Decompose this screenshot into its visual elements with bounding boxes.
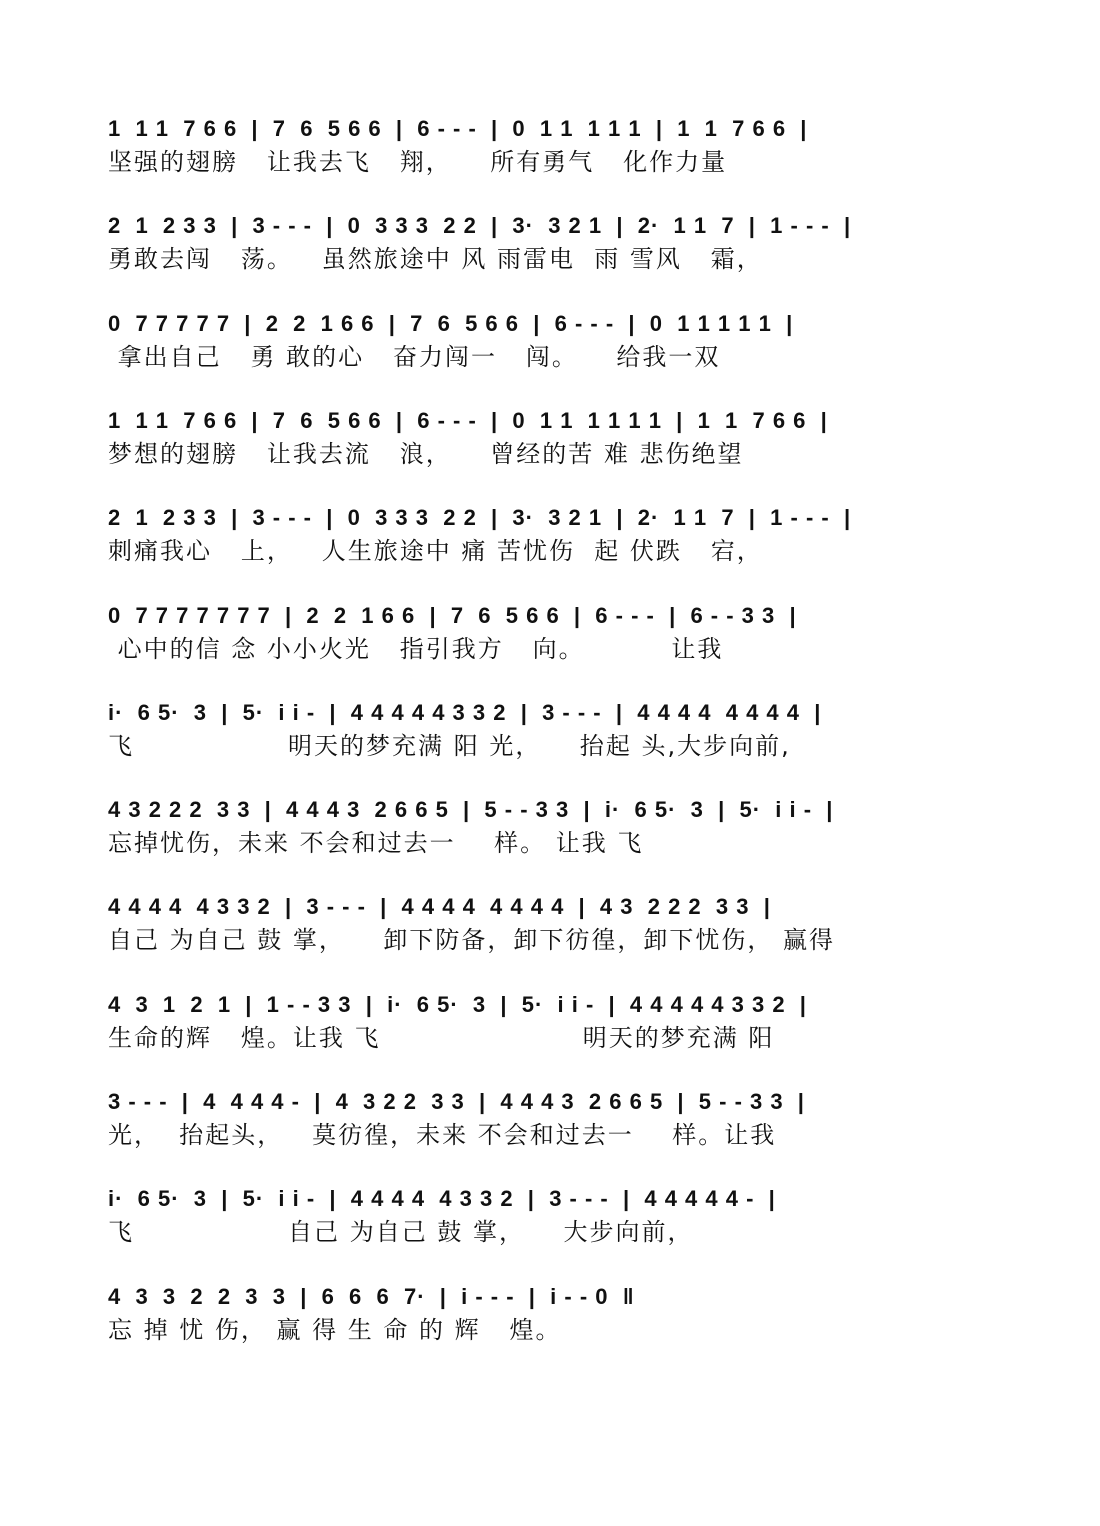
notation-line: 3 - - - | 4 4 4 4 - | 4 3 2 2 3 3 | 4 4 4 3 2 6 6 5 | 5 - - 3 3 |: [108, 1089, 805, 1114]
score-line: [108, 793, 1008, 863]
lyrics-line: 光， 抬起头， 莫彷徨，未来 不会和过去一 样。让我: [108, 1121, 777, 1149]
score-line: [108, 1280, 1008, 1350]
lyrics-line: 勇敢去闯 荡。 虽然旅途中 风 雨雷电 雨 雪风 霜，: [108, 245, 763, 274]
score-line: [108, 307, 1008, 377]
notation-line: 1 1 1 7 6 6 | 7 6 5 6 6 | 6 - - - | 0 1 1 1 1 1 | 1 1 7 6 6 |: [108, 116, 808, 141]
notation-line: 0 7 7 7 7 7 7 7 | 2 2 1 6 6 | 7 6 5 6 6 | 6 - - - | 6 - - 3 3 |: [108, 602, 797, 628]
lyrics-line: 拿出自己 勇 敢的心 奋力闯一 闯。 给我一双: [108, 342, 721, 371]
lyrics-line: 生命的辉 煌。让我 飞 明天的梦充满 阳: [108, 1023, 775, 1052]
lyrics-line: 忘 掉 忧 伤， 赢 得 生 命 的 辉 煌。: [108, 1315, 562, 1344]
notation-line: 4 3 1 2 1 | 1 - - 3 3 | i· 6 5· 3 | 5· i i - | 4 4 4 4 4 3 3 2 |: [108, 991, 807, 1017]
notation-line: 4 4 4 4 4 3 3 2 | 3 - - - | 4 4 4 4 4 4 4 4 | 4 3 2 2 2 3 3 |: [108, 894, 771, 920]
score-line: [108, 1085, 1008, 1155]
score-line: [108, 209, 1008, 279]
score-line: [108, 112, 1008, 182]
notation-line: i· 6 5· 3 | 5· i i - | 4 4 4 4 4 3 3 2 | 3 - - - | 4 4 4 4 4 - |: [108, 1186, 776, 1212]
notation-line: 0 7 7 7 7 7 | 2 2 1 6 6 | 7 6 5 6 6 | 6 - - - | 0 1 1 1 1 1 |: [108, 310, 794, 336]
lyrics-line: 心中的信 念 小小火光 指引我方 向。 让我: [108, 634, 724, 663]
score-line: [108, 696, 1008, 766]
lyrics-line: 飞 自己 为自己 鼓 掌， 大步向前，: [108, 1218, 694, 1247]
lyrics-line: 忘掉忧伤，未来 不会和过去一 样。 让我 飞: [108, 829, 644, 858]
notation-line: 2 1 2 3 3 | 3 - - - | 0 3 3 3 2 2 | 3· 3 2 1 | 2· 1 1 7 | 1 - - - |: [108, 505, 852, 531]
score-line: [108, 404, 1008, 474]
score-line: [108, 988, 1008, 1058]
lyrics-line: 自己 为自己 鼓 掌， 卸下防备，卸下彷徨，卸下忧伤， 赢得: [108, 926, 836, 955]
notation-line: 1 1 1 7 6 6 | 7 6 5 6 6 | 6 - - - | 0 1 1 1 1 1 1 | 1 1 7 6 6 |: [108, 407, 828, 433]
score-line: [108, 599, 1008, 669]
score-line: [108, 501, 1008, 571]
notation-line: i· 6 5· 3 | 5· i i - | 4 4 4 4 4 3 3 2 | 3 - - - | 4 4 4 4 4 4 4 4 |: [108, 699, 822, 725]
score-line: [108, 890, 1008, 960]
notation-line: 4 3 2 2 2 3 3 | 4 4 4 3 2 6 6 5 | 5 - - 3 3 | i· 6 5· 3 | 5· i i - |: [108, 797, 834, 823]
lyrics-line: 梦想的翅膀 让我去流 浪， 曾经的苦 难 悲伤绝望: [108, 439, 744, 468]
lyrics-line: 飞 明天的梦充满 阳 光， 抬起 头,大步向前,: [108, 731, 791, 760]
lyrics-line: 坚强的翅膀 让我去飞 翔， 所有勇气 化作力量: [108, 148, 728, 176]
lyrics-line: 刺痛我心 上， 人生旅途中 痛 苦忧伤 起 伏跌 宕，: [108, 537, 763, 566]
notation-line: 2 1 2 3 3 | 3 - - - | 0 3 3 3 2 2 | 3· 3 2 1 | 2· 1 1 7 | 1 - - - |: [108, 213, 852, 239]
score-line: [108, 1182, 1008, 1252]
notation-line: 4 3 3 2 2 3 3 | 6 6 6 7· | i - - - | i - - 0 ‖: [108, 1283, 635, 1309]
